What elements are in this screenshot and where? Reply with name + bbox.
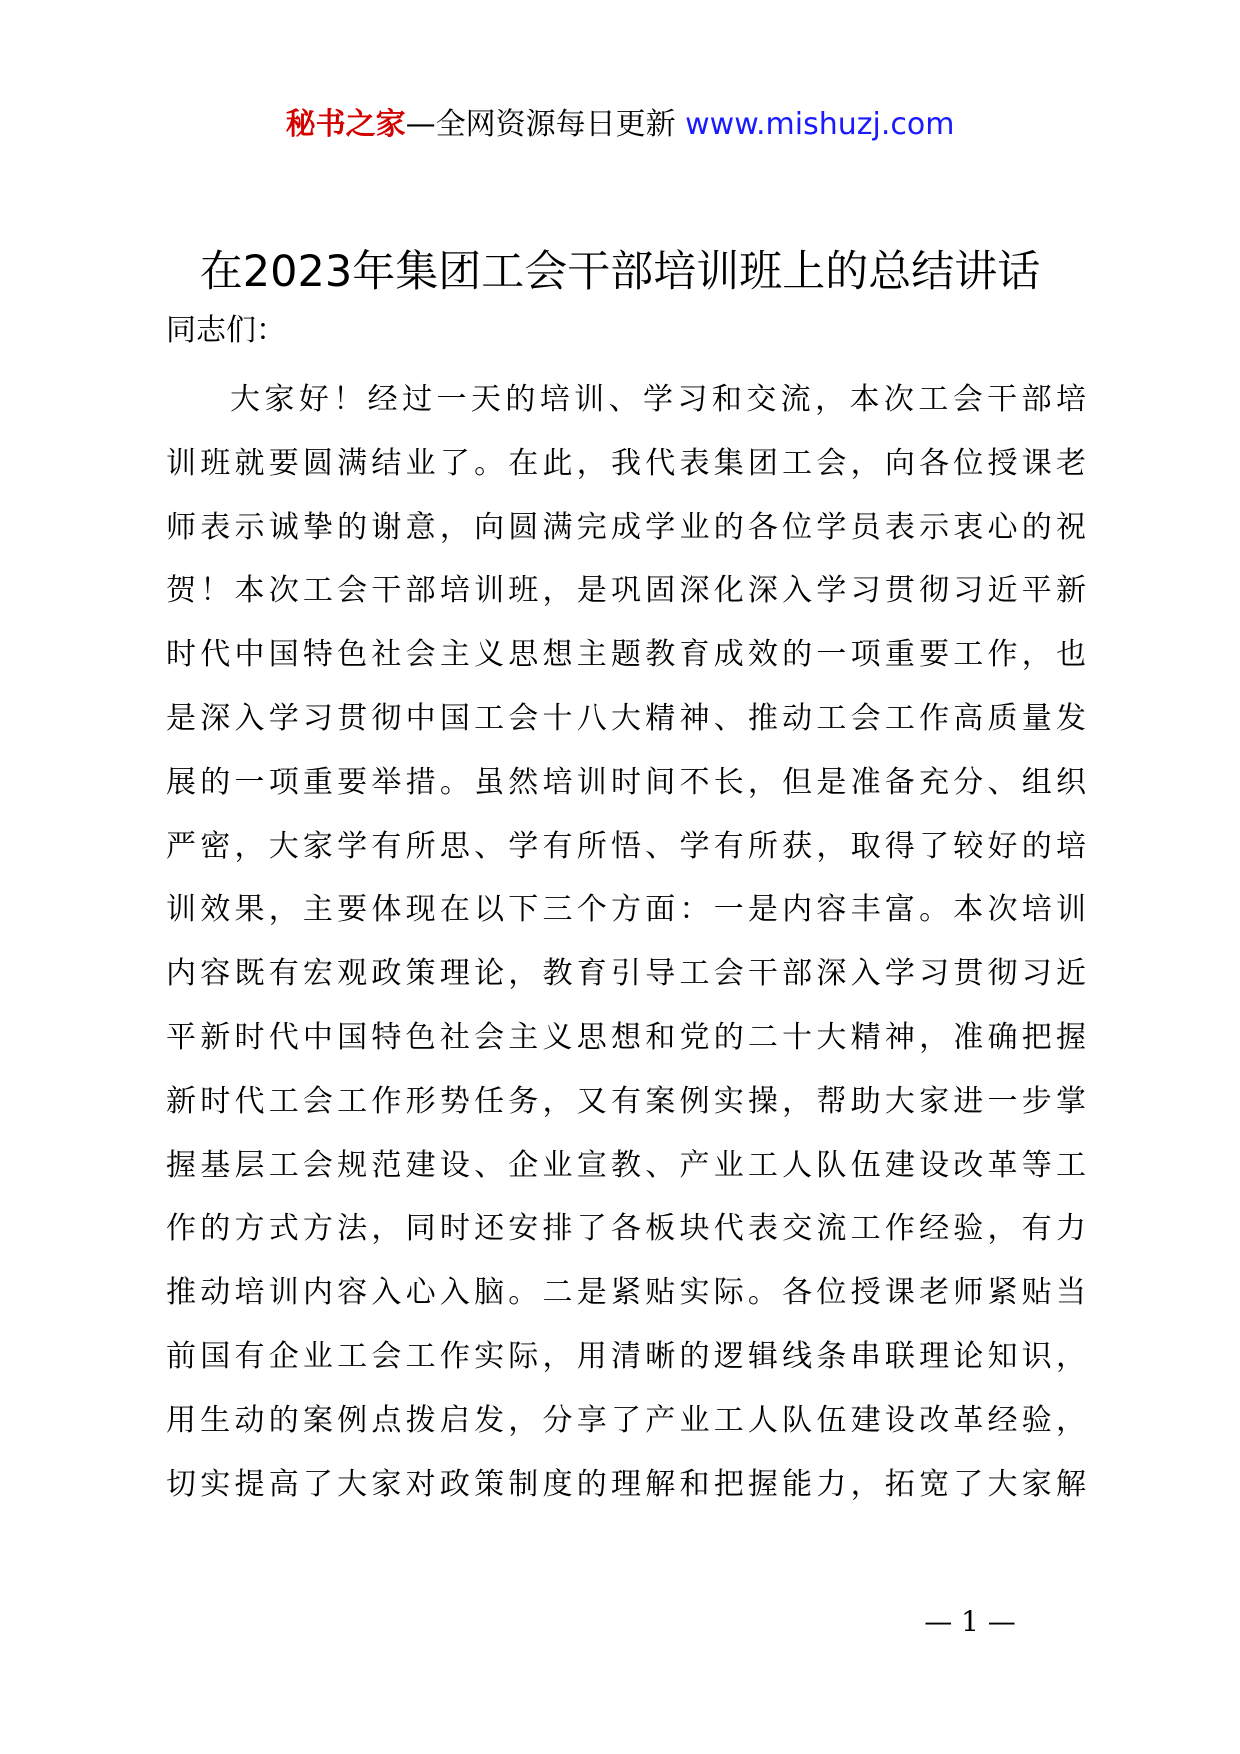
- body-line: 推动培训内容入心入脑。二是紧贴实际。各位授课老师紧贴当: [166, 1275, 1086, 1311]
- site-banner: [0, 100, 1240, 150]
- body-line: 师表示诚挚的谢意，向圆满完成学业的各位学员表示衷心的祝: [166, 509, 1086, 545]
- site-brand: 秘书之家: [285, 107, 406, 142]
- body-line: 大家好！经过一天的培训、学习和交流，本次工会干部培: [230, 382, 1086, 417]
- body-line: 用生动的案例点拨启发，分享了产业工人队伍建设改革经验，: [166, 1402, 1086, 1438]
- body-line: 是深入学习贯彻中国工会十八大精神、推动工会工作高质量发: [166, 700, 1086, 736]
- body-line: 时代中国特色社会主义思想主题教育成效的一项重要工作，也: [166, 637, 1086, 673]
- salutation: 同志们：: [166, 313, 286, 348]
- document-title: 在2023年集团工会干部培训班上的总结讲话: [199, 247, 1041, 297]
- body-line: 平新时代中国特色社会主义思想和党的二十大精神，准确把握: [166, 1019, 1086, 1055]
- body-line: 贺！本次工会干部培训班，是巩固深化深入学习贯彻习近平新: [166, 573, 1086, 609]
- body-line: 展的一项重要举措。虽然培训时间不长，但是准备充分、组织: [166, 764, 1086, 800]
- body-line: 切实提高了大家对政策制度的理解和把握能力，拓宽了大家解: [166, 1466, 1086, 1502]
- body-line: 握基层工会规范建设、企业宣教、产业工人队伍建设改革等工: [166, 1147, 1086, 1183]
- body-line: 内容既有宏观政策理论，教育引导工会干部深入学习贯彻习近: [166, 956, 1086, 992]
- body-paragraph: [166, 368, 1086, 1516]
- body-line: 前国有企业工会工作实际，用清晰的逻辑线条串联理论知识，: [166, 1338, 1086, 1374]
- site-tagline: —全网资源每日更新: [405, 107, 686, 142]
- page-number: — 1 —: [924, 1605, 1016, 1638]
- body-line: 训效果，主要体现在以下三个方面：一是内容丰富。本次培训: [166, 892, 1086, 928]
- body-line: 严密，大家学有所思、学有所悟、学有所获，取得了较好的培: [166, 828, 1086, 864]
- body-line: 作的方式方法，同时还安排了各板块代表交流工作经验，有力: [166, 1211, 1086, 1247]
- body-line: 训班就要圆满结业了。在此，我代表集团工会，向各位授课老: [166, 445, 1086, 481]
- body-line: 新时代工会工作形势任务，又有案例实操，帮助大家进一步掌: [166, 1083, 1086, 1119]
- site-url-link[interactable]: www.mishuzj.com: [685, 107, 955, 142]
